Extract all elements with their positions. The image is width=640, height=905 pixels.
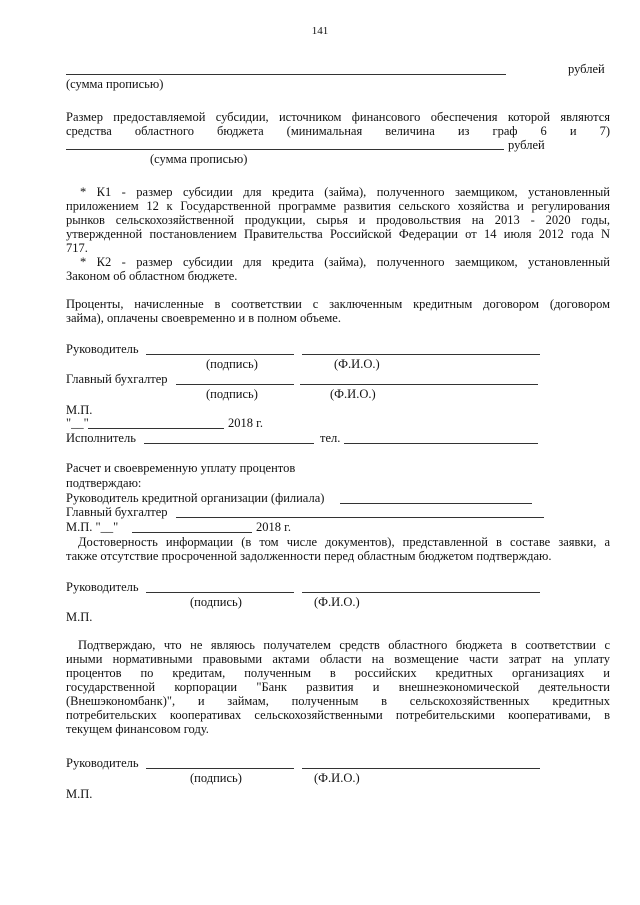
stamp-label: М.П. — [66, 787, 93, 801]
subsidy-paragraph — [66, 110, 610, 138]
executor-label: Исполнитель — [66, 431, 136, 445]
note-k1-line: 717. — [66, 241, 88, 255]
interest-line: займа), оплачены своевременно и в полном объеме. — [66, 311, 341, 325]
date-line — [88, 428, 224, 429]
tel-line — [344, 443, 538, 444]
head-signature-line — [146, 592, 294, 593]
note-k2-line: * К2 - размер субсидии для кредита (займа), полученного заемщиком, установленный — [80, 255, 610, 269]
confirm-line: иными нормативными правовыми актами области на возмещение части затрат на уплату — [66, 652, 610, 666]
head-fio-line — [302, 768, 540, 769]
reliability-paragraph — [66, 535, 610, 563]
bank-line-2: подтверждаю: — [66, 476, 142, 490]
note-k2-line: Законом об областном бюджете. — [66, 269, 238, 283]
note-k1-line: утвержденной постановлением Правительства Российской Федерации от 14 июля 2012 года N — [66, 227, 610, 241]
head-signature-line — [146, 354, 294, 355]
reliability-line: также отсутствие просроченной задолженности перед областным бюджетом подтверждаю. — [66, 549, 552, 563]
note-k1 — [66, 185, 610, 255]
confirm-line: процентов по кредитам, полученным в российских кредитных организациях и — [66, 666, 610, 680]
year-label: 2018 г. — [228, 416, 263, 430]
head-label: Руководитель — [66, 756, 139, 770]
fio-caption: (Ф.И.О.) — [330, 387, 376, 401]
accountant-label: Главный бухгалтер — [66, 372, 168, 386]
subsidy-sum-words-label: (сумма прописью) — [150, 152, 248, 166]
confirm-line: текущем финансовом году. — [66, 722, 209, 736]
executor-line — [144, 443, 314, 444]
bank-year-label: 2018 г. — [256, 520, 291, 534]
stamp-label: М.П. — [66, 403, 93, 417]
subsidy-sum-line — [66, 149, 504, 150]
signature-caption: (подпись) — [190, 595, 242, 609]
subsidy-rubles-label: рублей — [508, 138, 545, 152]
fio-caption: (Ф.И.О.) — [314, 595, 360, 609]
confirm-line: потребительских кооперативах сельскохозяйственными потребительскими кооперативами, в — [66, 708, 610, 722]
bank-head-line — [340, 503, 532, 504]
page-number: 141 — [311, 25, 329, 37]
signature-caption: (подпись) — [206, 387, 258, 401]
head-label: Руководитель — [66, 342, 139, 356]
signature-caption: (подпись) — [206, 357, 258, 371]
signature-caption: (подпись) — [190, 771, 242, 785]
fio-caption: (Ф.И.О.) — [314, 771, 360, 785]
head-label: Руководитель — [66, 580, 139, 594]
tel-label: тел. — [320, 431, 341, 445]
date-quote: "__" — [66, 416, 89, 430]
subsidy-line-1: Размер предоставляемой субсидии, источником финансового обеспечения которой являются — [66, 110, 610, 124]
interest-paragraph — [66, 297, 610, 325]
bank-accountant-line — [176, 517, 544, 518]
bank-date-line — [132, 532, 252, 533]
note-k1-line: * К1 - размер субсидии для кредита (займа), полученного заемщиком, установленный — [80, 185, 610, 199]
note-k2 — [66, 255, 610, 283]
confirm-paragraph — [66, 638, 610, 736]
fio-caption: (Ф.И.О.) — [334, 357, 380, 371]
stamp-label: М.П. — [66, 610, 93, 624]
note-k1-line: рынков сельскохозяйственной продукции, сырья и продовольствия на 2013 - 2020 годы, — [66, 213, 610, 227]
reliability-line: Достоверность информации (в том числе документов), представленной в составе заявки, а — [78, 535, 610, 549]
accountant-signature-line — [176, 384, 294, 385]
confirm-line: (Внешэкономбанк)", и займам, полученным в сельскохозяйственных кредитных — [66, 694, 610, 708]
sum-line — [66, 74, 506, 75]
subsidy-line-2: средства областного бюджета (минимальная величина из граф 6 и 7) — [66, 124, 610, 138]
note-k1-line: приложением 12 к Государственной программе развития сельского хозяйства и регулирования — [66, 199, 610, 213]
head-fio-line — [302, 592, 540, 593]
accountant-fio-line — [300, 384, 538, 385]
interest-line: Проценты, начисленные в соответствии с заключенным кредитным договором (договором — [66, 297, 610, 311]
confirm-line: государственной корпорации "Банк развития и внешнеэкономической деятельности — [66, 680, 610, 694]
head-fio-line — [302, 354, 540, 355]
rubles-label: рублей — [568, 62, 605, 76]
confirm-line: Подтверждаю, что не являюсь получателем средств областного бюджета в соответствии с — [78, 638, 610, 652]
head-signature-line — [146, 768, 294, 769]
bank-stamp-date: М.П. "__" — [66, 520, 119, 534]
bank-head-label: Руководитель кредитной организации (филиала) — [66, 491, 325, 505]
bank-line-1: Расчет и своевременную уплату процентов — [66, 461, 296, 475]
bank-accountant-label: Главный бухгалтер — [66, 505, 168, 519]
sum-words-label: (сумма прописью) — [66, 77, 164, 91]
